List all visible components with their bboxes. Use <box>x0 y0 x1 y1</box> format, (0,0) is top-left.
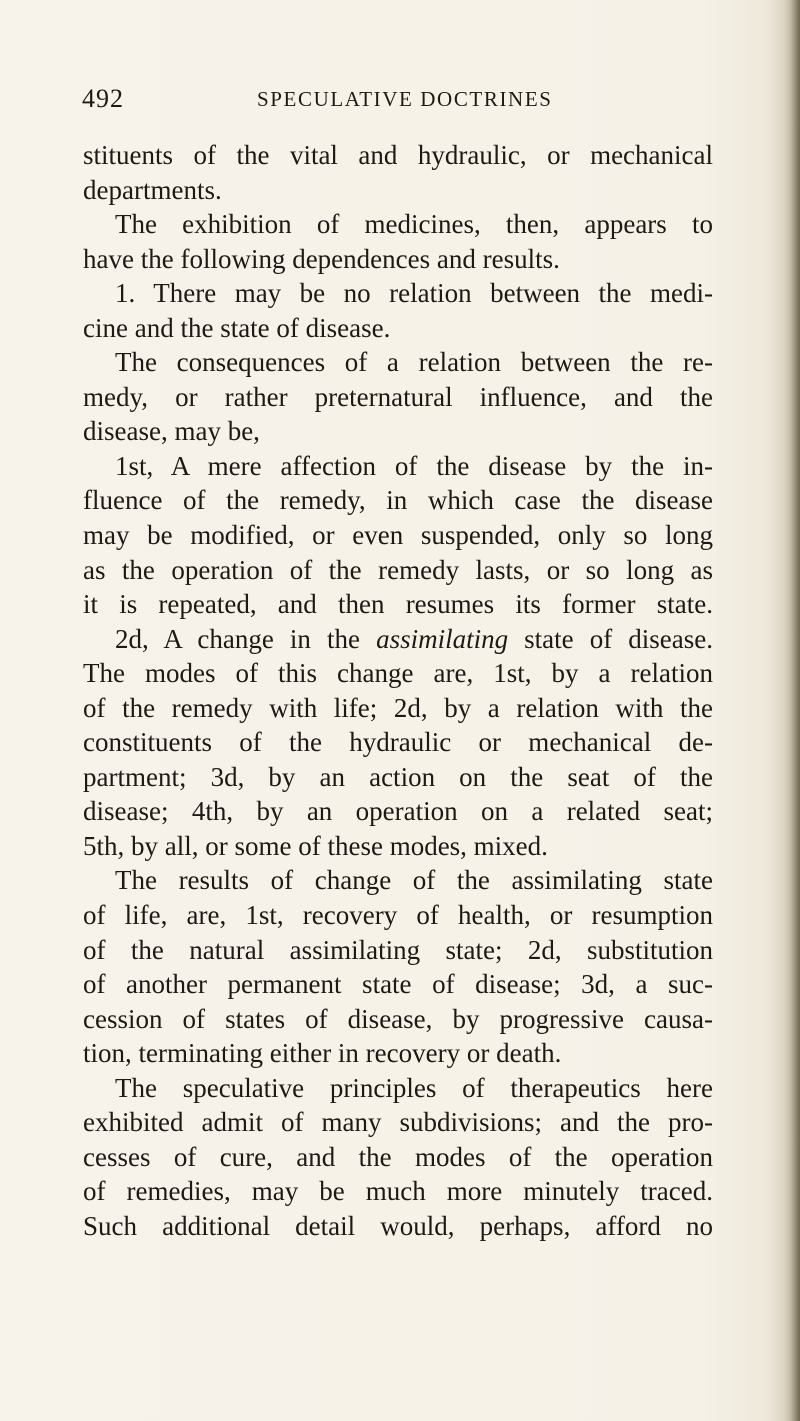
text-line: 5th, by all, or some of these modes, mixed. <box>83 830 548 861</box>
text-line: disease; 4th, by an operation on a related seat; <box>83 796 713 827</box>
text-line: partment; 3d, by an action on the seat of the <box>83 761 713 792</box>
text-line: cession of states of disease, by progressive causa- <box>83 1003 713 1034</box>
text-line: cine and the state of disease. <box>83 312 391 343</box>
text-segment: state of disease. <box>508 623 713 654</box>
text-line: 1st, A mere affection of the disease by the in- <box>115 450 713 481</box>
text-line: stituents of the vital and hydraulic, or mechanical <box>83 140 713 170</box>
text-line: of the remedy with life; 2d, by a relation with the <box>83 692 713 723</box>
text-line: of another permanent state of disease; 3d, a suc- <box>83 969 713 1000</box>
text-line: disease, may be, <box>83 416 260 447</box>
text-line: The results of change of the assimilating state <box>115 865 713 896</box>
page-edge-shadow <box>784 0 800 1421</box>
text-line: exhibited admit of many subdivisions; and the pro- <box>83 1107 713 1138</box>
text-line: of remedies, may be much more minutely traced. <box>83 1176 713 1207</box>
body-text <box>83 138 713 1244</box>
text-line: cesses of cure, and the modes of the operation <box>83 1141 713 1172</box>
text-line: constituents of the hydraulic or mechanical de- <box>83 727 713 758</box>
text-segment: 2d, A change in the <box>115 623 377 654</box>
italic-term: assimilating <box>376 623 509 654</box>
text-line: as the operation of the remedy lasts, or so long as <box>83 554 713 585</box>
text-line: may be modified, or even suspended, only so long <box>83 520 713 551</box>
text-line: tion, terminating either in recovery or death. <box>83 1038 562 1069</box>
text-line: of the natural assimilating state; 2d, substitution <box>83 934 713 965</box>
text-line: of life, are, 1st, recovery of health, or resumption <box>83 900 713 931</box>
text-line: it is repeated, and then resumes its former state. <box>83 589 713 620</box>
text-line: 1. There may be no relation between the medi- <box>115 278 713 309</box>
page-number: 492 <box>82 84 124 113</box>
text-line: Such additional detail would, perhaps, afford no <box>83 1210 713 1241</box>
text-line: The modes of this change are, 1st, by a relation <box>83 658 713 689</box>
text-line: medy, or rather preternatural influence, and the <box>83 381 713 412</box>
text-line <box>83 622 713 657</box>
text-line: The exhibition of medicines, then, appears to <box>115 209 713 240</box>
running-head <box>82 84 722 118</box>
text-line: fluence of the remedy, in which case the disease <box>83 485 713 516</box>
text-line: have the following dependences and results. <box>83 243 560 274</box>
text-line: The consequences of a relation between the re- <box>115 347 713 378</box>
text-line: The speculative principles of therapeutics here <box>115 1072 713 1103</box>
running-title: SPECULATIVE DOCTRINES <box>257 87 553 111</box>
text-line: departments. <box>83 174 222 205</box>
